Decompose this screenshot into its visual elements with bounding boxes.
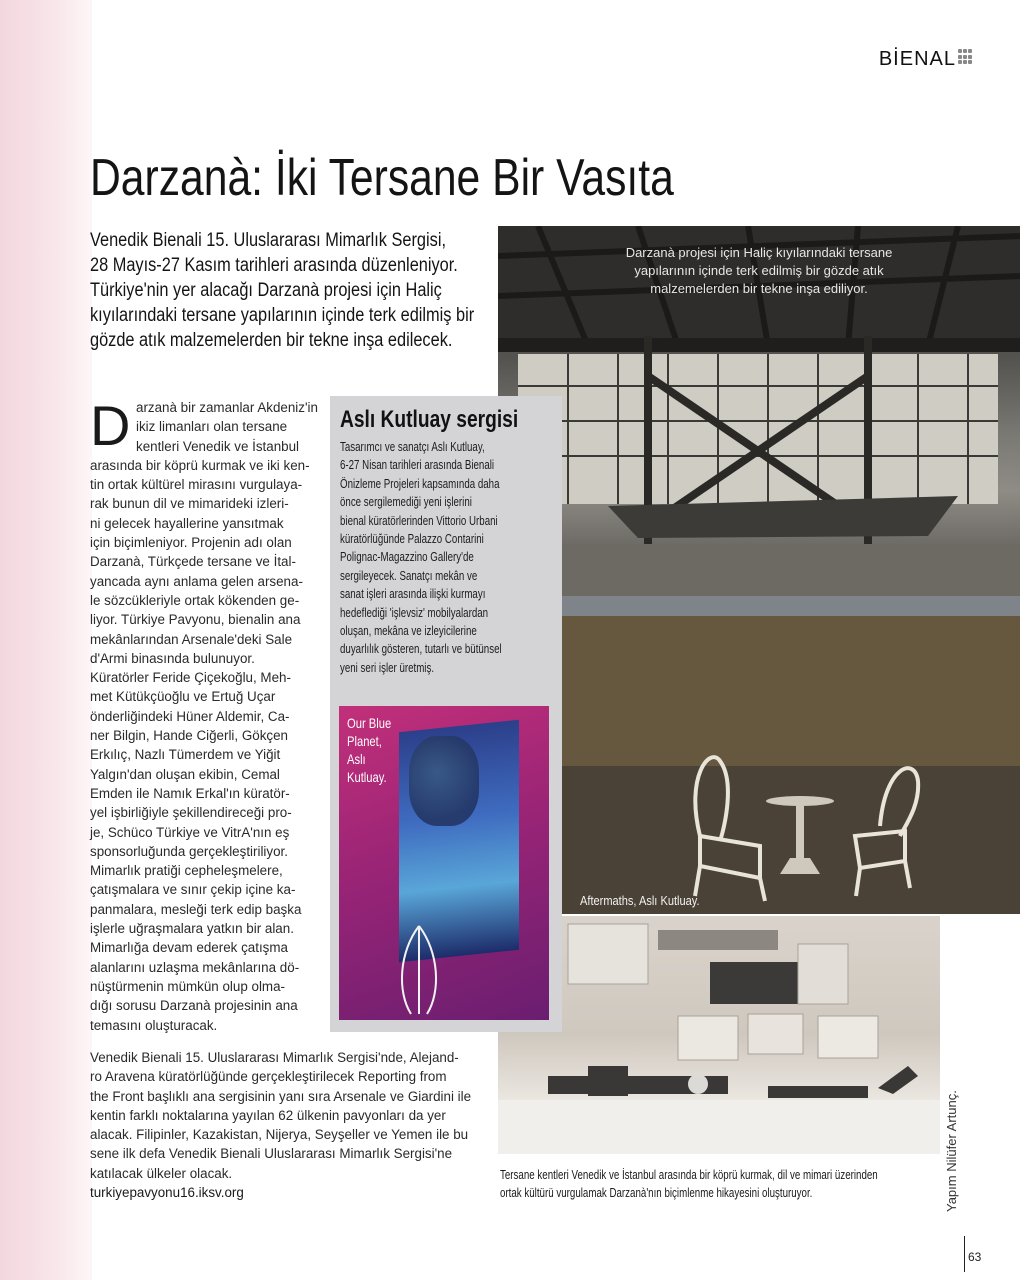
caption-line: ortak kültürü vurgulamak Darzanà'nın biçimlenme hikayesini oluşturuyor. bbox=[500, 1186, 813, 1200]
body-line: alacak. Filipinler, Kazakistan, Nijerya, Seyşeller ve Yemen ile bu bbox=[90, 1127, 469, 1143]
body-line: yancada aynı anlama gelen arsena- bbox=[90, 573, 303, 589]
art-tree-shape bbox=[409, 736, 479, 826]
sidebar-text bbox=[340, 438, 538, 677]
sidebar-line: duyarlılık gösteren, tutarlı ve bütünsel bbox=[340, 641, 502, 657]
sidebar-line: önce sergilemediği yeni işlerini bbox=[340, 494, 472, 510]
article-headline: Darzanà: İki Tersane Bir Vasıta bbox=[90, 149, 674, 207]
caption-line: Tersane kentleri Venedik ve İstanbul arasında bir köprü kurmak, dil ve mimari üzerinden bbox=[500, 1168, 878, 1182]
body-line: tin ortak kültürel mirasını vurgulaya- bbox=[90, 477, 303, 493]
lead-line: 28 Mayıs-27 Kasım tarihleri arasında düzenleniyor. bbox=[90, 255, 458, 276]
lead-line: Türkiye'nin yer alacağı Darzanà projesi için Haliç bbox=[90, 280, 442, 301]
sidebar-line: hedeflediği 'işlevsiz' mobilyalardan bbox=[340, 604, 489, 620]
body-line: je, Schüco Türkiye ve VitrA'nın eş bbox=[90, 824, 290, 840]
body-line: önderliğindeki Hüner Aldemir, Ca- bbox=[90, 708, 290, 724]
caption-line: Planet, bbox=[347, 733, 382, 749]
body-line: Mimarlığa devam ederek çatışma bbox=[90, 940, 288, 956]
lead-line: gözde atık malzemelerden bir tekne inşa edilecek. bbox=[90, 330, 453, 351]
body-line: çatışmalara ve sınır çekip içine ka- bbox=[90, 882, 296, 898]
sidebar-line: sergileyecek. Sanatçı mekân ve bbox=[340, 567, 478, 583]
lead-line: Venedik Bienali 15. Uluslararası Mimarlık Sergisi, bbox=[90, 230, 446, 251]
body-line: Yalgın'dan oluşan ekibin, Cemal bbox=[90, 766, 280, 782]
article-body bbox=[90, 394, 334, 1035]
section-dots-icon bbox=[958, 49, 972, 65]
article-body-continued bbox=[90, 1048, 500, 1202]
body-line: Küratörler Feride Çiçekoğlu, Meh- bbox=[90, 670, 291, 686]
page-number-rule bbox=[964, 1236, 965, 1272]
sidebar-line: bienal küratörlerinden Vittorio Urbani bbox=[340, 512, 498, 528]
caption-line: Kutluay. bbox=[347, 769, 387, 785]
body-line: Emden ile Namık Erkal'ın küratör- bbox=[90, 785, 290, 801]
body-line: Mimarlık pratiği cepheleşmelere, bbox=[90, 863, 283, 879]
sidebar-line: sanat işleri arasında ilişki kurmayı bbox=[340, 586, 486, 602]
body-line: d'Armi binasında bulunuyor. bbox=[90, 650, 255, 666]
studio-photo-caption bbox=[500, 1166, 878, 1202]
lead-paragraph bbox=[90, 228, 475, 353]
caption-line: Darzanà projesi için Haliç kıyılarındaki tersane bbox=[625, 245, 893, 260]
aftermaths-photo-caption: Aftermaths, Aslı Kutluay. bbox=[580, 893, 700, 908]
lamp-icon bbox=[389, 922, 449, 1018]
caption-line: Our Blue bbox=[347, 715, 392, 731]
body-line: için biçimleniyor. Projenin adı olan bbox=[90, 535, 292, 551]
section-label: BİENAL bbox=[878, 48, 956, 70]
body-line: sene ilk defa Venedik Bienali Uluslararası Mimarlık Sergisi'ne bbox=[90, 1146, 453, 1162]
body-line: yel işbirliğiyle şekillendireceği pro- bbox=[90, 805, 292, 821]
body-line: sponsorluğunda gerçekleştiriliyor. bbox=[90, 843, 288, 859]
sidebar-line: Tasarımcı ve sanatçı Aslı Kutluay, bbox=[340, 439, 485, 454]
body-line: arasında bir köprü kurmak ve iki ken- bbox=[90, 457, 310, 473]
art-caption bbox=[347, 714, 391, 786]
body-line: ikiz limanları olan tersane bbox=[136, 419, 288, 435]
body-line: kentleri Venedik ve İstanbul bbox=[136, 438, 300, 454]
our-blue-planet-image bbox=[339, 706, 549, 1020]
body-line: the Front başlıklı ana sergisinin yanı sıra Arsenale ve Giardini ile bbox=[90, 1088, 472, 1104]
dropcap: D bbox=[90, 394, 131, 457]
sidebar-line: yeni seri işler üretmiş. bbox=[340, 659, 435, 675]
photo-credit: Yapım Nilüfer Artunç. bbox=[944, 1090, 959, 1212]
lead-line: kıyılarındaki tersane yapılarının içinde terk edilmiş bir bbox=[90, 305, 475, 326]
studio-illustration bbox=[498, 916, 940, 1154]
aftermaths-photo bbox=[560, 596, 1020, 914]
caption-line: malzemelerden bir tekne inşa ediliyor. bbox=[650, 281, 868, 296]
body-line: Venedik Bienali 15. Uluslararası Mimarlık Sergisi'nde, Alejand- bbox=[90, 1050, 459, 1065]
body-line: temasını oluşturacak. bbox=[90, 1017, 218, 1033]
body-line: met Kütükçüoğlu ve Ertuğ Uçar bbox=[90, 689, 276, 705]
sidebar-line: küratörlüğünde Palazzo Contarini bbox=[340, 531, 484, 547]
body-line: ni gelecek hayallerine yansıtmak bbox=[90, 515, 284, 531]
body-line: ner Bilgin, Hande Ciğerli, Gökçen bbox=[90, 728, 288, 744]
body-line: mekânlarından Arsenale'deki Sale bbox=[90, 631, 293, 647]
body-line: Erkılıç, Nazlı Tümerdem ve Yiğit bbox=[90, 747, 281, 763]
shipyard-photo bbox=[498, 226, 1020, 604]
page-margin-band bbox=[0, 0, 92, 1280]
sidebar-line: oluşan, mekâna ve izleyicilerine bbox=[340, 623, 477, 639]
body-line: dığı sorusu Darzanà projesinin ana bbox=[90, 998, 298, 1014]
chairs-illustration bbox=[560, 596, 1020, 914]
body-line: alanlarını uzlaşma mekânlarına dö- bbox=[90, 959, 300, 975]
body-line: katılacak ülkeler olacak. bbox=[90, 1165, 233, 1181]
shipyard-photo-caption bbox=[498, 244, 1020, 298]
page-number: 63 bbox=[968, 1250, 982, 1264]
body-line: panmalara, mesleği terk edip başka bbox=[90, 901, 302, 917]
caption-line: Aslı bbox=[347, 751, 366, 767]
body-line: rak bunun dil ve mimarideki izleri- bbox=[90, 496, 289, 512]
body-line: ro Aravena küratörlüğünde gerçekleştirilecek Reporting from bbox=[90, 1069, 447, 1085]
body-line: liyor. Türkiye Pavyonu, bienalin ana bbox=[90, 612, 301, 628]
body-line: arzanà bir zamanlar Akdeniz'in bbox=[136, 400, 318, 415]
body-line: kentin farklı noktalarına yayılan 62 ülkenin pavyonları da yer bbox=[90, 1107, 446, 1123]
website-link[interactable]: turkiyepavyonu16.iksv.org bbox=[90, 1185, 244, 1201]
body-line: Darzanà, Türkçede tersane ve İtal- bbox=[90, 554, 296, 570]
caption-line: yapılarının içinde terk edilmiş bir gözde atık bbox=[634, 263, 884, 278]
sidebar-line: Önizleme Projeleri kapsamında daha bbox=[340, 475, 500, 491]
studio-photo bbox=[498, 916, 940, 1154]
body-line: nüştürmenin mümkün olup olma- bbox=[90, 978, 285, 994]
sidebar-title: Aslı Kutluay sergisi bbox=[340, 406, 519, 433]
body-line: işlerle uğraşmalara yatkın bir alan. bbox=[90, 921, 294, 937]
sidebar-line: Polignac-Magazzino Gallery'de bbox=[340, 549, 474, 565]
body-line: le sözcükleriyle ortak kökenden ge- bbox=[90, 592, 300, 608]
sidebar-line: 6-27 Nisan tarihleri arasında Bienali bbox=[340, 457, 495, 473]
